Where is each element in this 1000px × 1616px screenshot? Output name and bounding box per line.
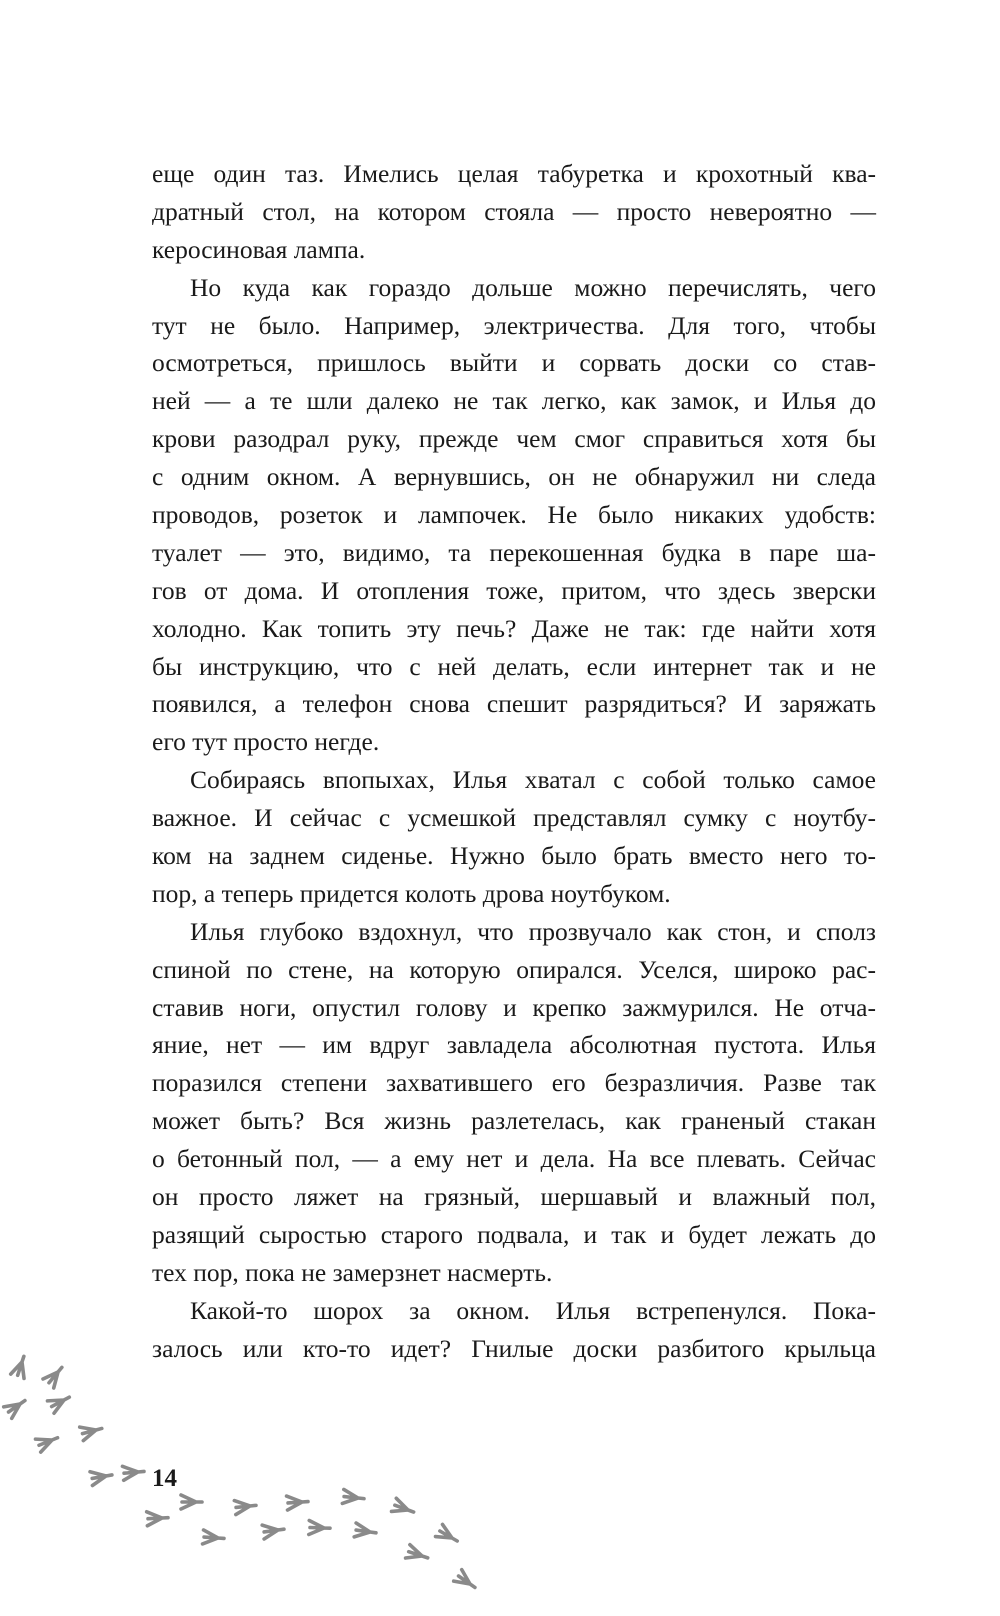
text-line: спиной по стене, на которую опирался. Уселся, широко рас-: [152, 954, 876, 984]
text-line: ставив ноги, опустил голову и крепко зажмурился. Не отча-: [152, 992, 876, 1022]
text-line: проводов, розеток и лампочек. Не было никаких удобств:: [152, 500, 876, 530]
text-line: еще один таз. Имелись целая табуретка и крохотный ква-: [152, 159, 876, 188]
text-line: гов от дома. И отопления тоже, притом, что здесь зверски: [152, 575, 876, 605]
text-line: тут не было. Например, электричества. Для того, чтобы: [152, 310, 876, 340]
text-line: туалет — это, видимо, та перекошенная будка в паре ша-: [152, 537, 876, 567]
text-line: важное. И сейчас с усмешкой представлял сумку с ноутбу-: [152, 803, 876, 833]
text-line: о бетонный пол, — а ему нет и дела. На все плевать. Сейчас: [152, 1144, 876, 1174]
text-line: тех пор, пока не замерзнет насмерть.: [152, 1257, 553, 1287]
text-line: может быть? Вся жизнь разлетелась, как граненый стакан: [152, 1106, 876, 1136]
body-text: [152, 155, 876, 1368]
text-line: холодно. Как топить эту печь? Даже не так: где найти хотя: [152, 613, 876, 643]
text-line: с одним окном. А вернувшись, он не обнаружил ни следа: [152, 462, 876, 492]
text-line: яние, нет — им вдруг завладела абсолютная пустота. Илья: [152, 1030, 876, 1060]
text-line: ком на заднем сиденье. Нужно было брать вместо него то-: [152, 841, 876, 871]
text-line: бы инструкцию, что с ней делать, если интернет так и не: [152, 651, 876, 681]
text-line: Какой-то шорох за окном. Илья встрепенулся. Пока-: [190, 1295, 876, 1325]
text-line: керосиновая лампа.: [152, 234, 366, 264]
text-line: залось или кто-то идет? Гнилые доски разбитого крыльца: [152, 1333, 876, 1363]
text-line: его тут просто негде.: [152, 727, 380, 757]
text-line: он просто ляжет на грязный, шершавый и влажный пол,: [152, 1182, 876, 1212]
text-line: пор, а теперь придется колоть дрова ноутбуком.: [152, 878, 671, 908]
text-line: осмотреться, пришлось выйти и сорвать доски со став-: [152, 348, 876, 378]
text-line: крови разодрал руку, прежде чем смог справиться хотя бы: [152, 424, 876, 454]
page-number: 14: [152, 1465, 177, 1492]
text-line: поразился степени захватившего его безразличия. Разве так: [152, 1068, 876, 1098]
text-line: Илья глубоко вздохнул, что прозвучало как стон, и сполз: [190, 916, 876, 946]
text-line: разящий сыростью старого подвала, и так и будет лежать до: [152, 1219, 876, 1249]
text-line: дратный стол, на котором стояла — просто невероятно —: [152, 196, 876, 226]
text-line: появился, а телефон снова спешит разрядиться? И заряжать: [152, 689, 876, 719]
text-line: Но куда как гораздо дольше можно перечислять, чего: [190, 272, 876, 302]
text-line: Собираясь впопыхах, Илья хватал с собой только самое: [190, 765, 876, 795]
text-line: ней — а те шли далеко не так легко, как замок, и Илья до: [152, 386, 876, 416]
